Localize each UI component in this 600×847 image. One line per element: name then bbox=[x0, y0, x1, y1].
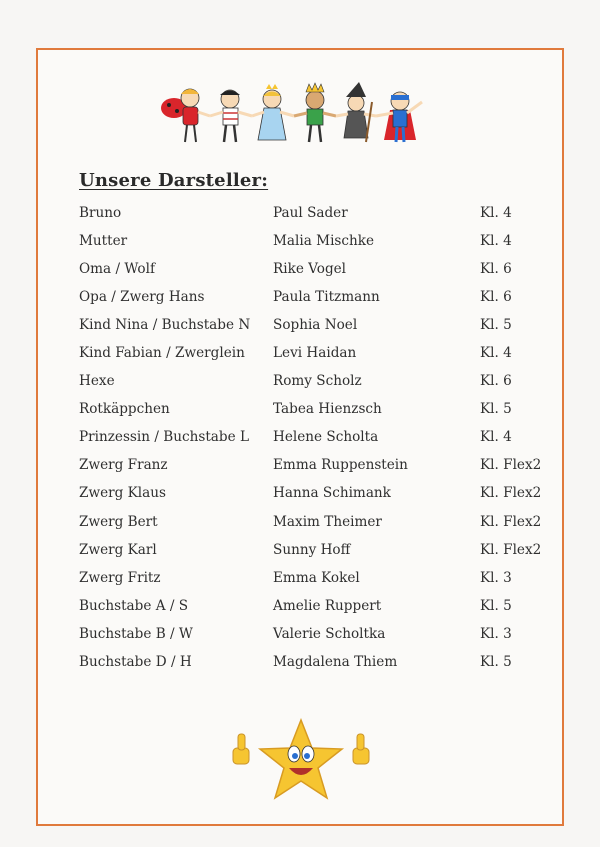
cast-row bbox=[0, 233, 600, 261]
actor-name: Maxim Theimer bbox=[273, 513, 382, 530]
actor-name: Magdalena Thiem bbox=[273, 653, 398, 670]
class-label: Kl. 3 bbox=[480, 625, 512, 642]
role-label: Rotkäppchen bbox=[79, 401, 170, 418]
class-label: Kl. 6 bbox=[480, 289, 512, 306]
class-label: Kl. 5 bbox=[480, 317, 512, 334]
class-label: Kl. Flex2 bbox=[480, 457, 542, 474]
class-label: Kl. Flex2 bbox=[480, 513, 542, 530]
actor-name: Amelie Ruppert bbox=[273, 597, 382, 614]
class-label: Kl. 4 bbox=[480, 233, 512, 250]
cast-row bbox=[0, 514, 600, 542]
page-title: Unsere Darsteller: bbox=[79, 170, 269, 191]
actor-name: Levi Haidan bbox=[273, 345, 357, 362]
actor-name: Sophia Noel bbox=[273, 317, 358, 334]
cast-row bbox=[0, 626, 600, 654]
actor-name: Paul Sader bbox=[273, 205, 348, 221]
actor-name: Romy Scholz bbox=[273, 373, 362, 390]
role-label: Kind Fabian / Zwerglein bbox=[79, 345, 245, 362]
cast-row bbox=[0, 598, 600, 626]
class-label: Kl. 6 bbox=[480, 373, 512, 390]
cast-row bbox=[0, 261, 600, 289]
role-label: Zwerg Fritz bbox=[79, 569, 161, 586]
class-label: Kl. 5 bbox=[480, 597, 512, 614]
cast-row bbox=[0, 345, 600, 373]
role-label: Opa / Zwerg Hans bbox=[79, 289, 205, 306]
role-label: Oma / Wolf bbox=[79, 261, 155, 278]
cast-row bbox=[0, 457, 600, 485]
actor-name: Sunny Hoff bbox=[273, 541, 351, 558]
cast-list bbox=[0, 205, 600, 682]
costumed-children-illustration bbox=[160, 82, 428, 148]
cast-row bbox=[0, 485, 600, 513]
class-label: Kl. 5 bbox=[480, 653, 512, 670]
class-label: Kl. 4 bbox=[480, 205, 512, 221]
role-label: Buchstabe B / W bbox=[79, 625, 193, 642]
role-label: Prinzessin / Buchstabe L bbox=[79, 429, 249, 446]
role-label: Hexe bbox=[79, 373, 115, 390]
class-label: Kl. 5 bbox=[480, 401, 512, 418]
role-label: Bruno bbox=[79, 205, 122, 221]
cast-row bbox=[0, 429, 600, 457]
cast-row bbox=[0, 205, 600, 233]
actor-name: Paula Titzmann bbox=[273, 289, 380, 306]
class-label: Kl. Flex2 bbox=[480, 485, 542, 502]
class-label: Kl. Flex2 bbox=[480, 541, 542, 558]
actor-name: Emma Ruppenstein bbox=[273, 457, 408, 474]
role-label: Zwerg Bert bbox=[79, 513, 158, 530]
cast-row bbox=[0, 289, 600, 317]
role-label: Zwerg Franz bbox=[79, 457, 168, 474]
smiling-star-thumbs-up-icon bbox=[230, 718, 372, 804]
class-label: Kl. 4 bbox=[480, 429, 512, 446]
cast-row bbox=[0, 654, 600, 682]
class-label: Kl. 6 bbox=[480, 261, 512, 278]
cast-row bbox=[0, 373, 600, 401]
cast-row bbox=[0, 570, 600, 598]
actor-name: Helene Scholta bbox=[273, 429, 379, 446]
cast-row bbox=[0, 317, 600, 345]
actor-name: Emma Kokel bbox=[273, 569, 360, 586]
actor-name: Hanna Schimank bbox=[273, 485, 391, 502]
role-label: Buchstabe D / H bbox=[79, 653, 192, 670]
class-label: Kl. 4 bbox=[480, 345, 512, 362]
actor-name: Rike Vogel bbox=[273, 261, 347, 278]
role-label: Zwerg Klaus bbox=[79, 485, 166, 502]
class-label: Kl. 3 bbox=[480, 569, 512, 586]
role-label: Buchstabe A / S bbox=[79, 597, 189, 614]
actor-name: Malia Mischke bbox=[273, 233, 375, 250]
cast-row bbox=[0, 401, 600, 429]
role-label: Mutter bbox=[79, 233, 128, 250]
role-label: Kind Nina / Buchstabe N bbox=[79, 317, 251, 334]
actor-name: Valerie Scholtka bbox=[273, 625, 386, 642]
role-label: Zwerg Karl bbox=[79, 541, 157, 558]
actor-name: Tabea Hienzsch bbox=[273, 401, 382, 418]
cast-row bbox=[0, 542, 600, 570]
